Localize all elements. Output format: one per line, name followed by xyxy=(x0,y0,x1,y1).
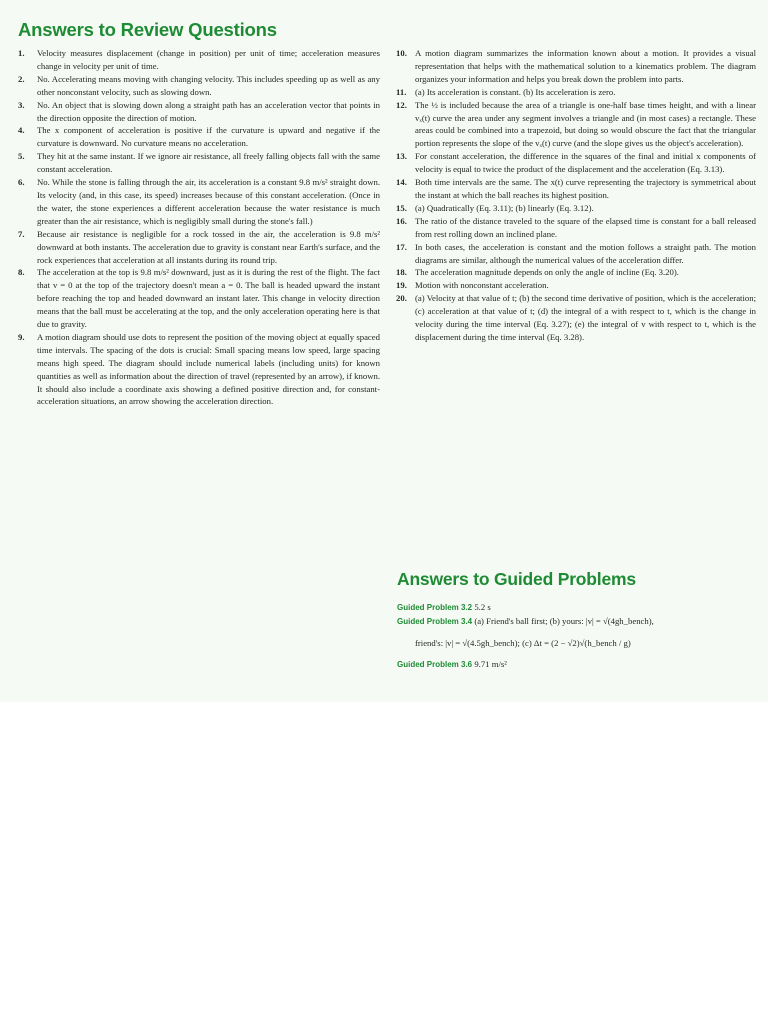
answer-number: 10. xyxy=(396,48,407,58)
answer-text: Velocity measures displacement (change in position) per unit of time; acceleration measures change in velocity per unit of time. xyxy=(37,48,380,71)
answer-number: 19. xyxy=(396,280,407,291)
review-answer-item xyxy=(396,279,756,292)
answer-number: 6. xyxy=(18,177,25,188)
guided-answer-item xyxy=(397,601,757,615)
answer-text: The ratio of the distance traveled to the square of the elapsed time is constant for a ball released from rest rolling down an inclined plane. xyxy=(415,215,756,239)
answer-number: 13. xyxy=(396,151,407,162)
guided-problem-label: Guided Problem 3.4 xyxy=(397,616,473,626)
review-answer-item xyxy=(396,266,756,279)
answer-text: (a) Velocity at that value of t; (b) the second time derivative of position, which is the acceleration; (c) acceleration at that value of t; (d) the integral of a with respect to t, which is the change in velocity during the time interval (Eq. 3.27); (e) the integral of v with respect to t, which is the displacement during the time interval (Eq. 3.28). xyxy=(415,293,756,342)
guided-answer-item xyxy=(397,615,757,629)
answer-text: No. Accelerating means moving with changing velocity. This includes speeding up as well as any other nonconstant velocity, such as slowing down. xyxy=(37,73,380,97)
answer-number: 14. xyxy=(396,177,407,188)
review-answers-right-column xyxy=(396,47,756,344)
review-answer-item xyxy=(18,266,380,331)
answer-text: The ½ is included because the area of a triangle is one-half base times height, and with a linear vₓ(t) curve the area under any segment involves a triangle and (in most cases) a rectangle. These areas could be combined into a trapezoid, but doing so would obscure the fact that the triangular portion represents the slope of the vₓ(t) curve (and the slope gives us the object's acceleration). xyxy=(415,99,756,149)
answer-number: 4. xyxy=(18,125,25,136)
review-answer-item xyxy=(18,73,380,99)
guided-answer-text: 9.71 m/s² xyxy=(474,659,507,669)
guided-problem-label: Guided Problem 3.2 xyxy=(397,603,473,612)
answer-text: For constant acceleration, the difference in the squares of the final and initial x components of velocity is equal to twice the product of the displacement and the acceleration (Eq. 3.13). xyxy=(415,151,756,175)
guided-problem-label: Guided Problem 3.6 xyxy=(397,660,473,669)
answer-number: 8. xyxy=(18,267,25,278)
answer-number: 17. xyxy=(396,241,407,252)
answer-number: 9. xyxy=(18,331,25,342)
answer-text: The acceleration at the top is 9.8 m/s² downward, just as it is during the rest of the flight. The fact that v = 0 at the top of the trajectory doesn't mean a = 0. The ball is headed upward the instant before reaching the top and headed downward an instant later. This change in velocity direction means that the ball must be accelerating at the top, and the only acceleration operating here is that due to gravity. xyxy=(37,267,380,330)
review-answer-item xyxy=(18,176,380,228)
answer-text: Motion with nonconstant acceleration. xyxy=(415,280,549,291)
review-answer-item xyxy=(18,99,380,125)
review-answer-item xyxy=(396,99,756,151)
answer-number: 12. xyxy=(396,99,407,110)
answer-number: 3. xyxy=(18,99,25,110)
review-answers-left-column xyxy=(18,47,380,408)
answer-text: Both time intervals are the same. The x(t) curve representing the trajectory is symmetrical about the instant at which the ball reaches its highest position. xyxy=(415,177,756,200)
answer-number: 5. xyxy=(18,151,25,162)
answer-number: 15. xyxy=(396,202,407,213)
answer-text: A motion diagram summarizes the information known about a motion. It provides a visual representation that helps with the mathematical solution to a kinematics problem. The diagram organizes your information and helps you break down the problem into parts. xyxy=(415,48,756,84)
guided-answer-text: 5.2 s xyxy=(474,602,491,612)
answer-number: 20. xyxy=(396,293,407,304)
review-answer-item xyxy=(18,150,380,176)
review-answer-item xyxy=(396,47,756,86)
answer-number: 7. xyxy=(18,228,25,239)
review-answer-item xyxy=(18,228,380,267)
answer-number: 2. xyxy=(18,73,25,84)
review-answer-item xyxy=(18,331,380,408)
guided-answers-heading: Answers to Guided Problems xyxy=(397,569,636,589)
guided-answer-item xyxy=(397,658,757,672)
answer-text: (a) Its acceleration is constant. (b) Its acceleration is zero. xyxy=(415,86,616,97)
answer-text: Because air resistance is negligible for a rock tossed in the air, the acceleration is 9.8 m/s² downward at both instants. The acceleration due to gravity is constant near Earth's surface, and the rock experiences that acceleration at all instants during its round trip. xyxy=(37,228,380,265)
answer-text: The x component of acceleration is positive if the curvature is upward and negative if the curvature is downward. No curvature means no acceleration. xyxy=(37,125,380,149)
guided-answer-text: (a) Friend's ball first; (b) yours: |v| = √(4gh_bench), xyxy=(474,615,654,626)
guided-answers-list xyxy=(397,601,757,672)
review-answer-item xyxy=(18,47,380,73)
review-answer-item xyxy=(396,241,756,267)
answer-number: 11. xyxy=(396,86,407,97)
review-answer-item xyxy=(396,202,756,215)
answer-text: (a) Quadratically (Eq. 3.11); (b) linearly (Eq. 3.12). xyxy=(415,202,594,213)
answer-number: 18. xyxy=(396,267,407,278)
guided-answer-continuation: friend's: |v| = √(4.5gh_bench); (c) Δt = (2 − √2)√(h_bench / g) xyxy=(415,638,631,648)
review-answers-heading: Answers to Review Questions xyxy=(18,19,277,40)
answer-text: They hit at the same instant. If we ignore air resistance, all freely falling objects fall with the same constant acceleration. xyxy=(37,151,380,175)
answer-text: No. An object that is slowing down along a straight path has an acceleration vector that points in the direction opposite the direction of motion. xyxy=(37,99,380,123)
review-answer-item xyxy=(396,292,756,344)
review-answer-item xyxy=(396,215,756,241)
answer-number: 1. xyxy=(18,48,25,58)
review-answer-item xyxy=(396,86,756,99)
answer-text: The acceleration magnitude depends on only the angle of incline (Eq. 3.20). xyxy=(415,267,679,278)
answer-text: A motion diagram should use dots to represent the position of the moving object at equally spaced time intervals. The spacing of the dots is crucial: Small spacing means low speed, large spacing means high speed. The diagram should include numerical labels (including units) for known quantities as well as information about the direction of travel (represented by an arrow), if known. It should also include a coordinate axis showing a defined positive direction and, for constant-acceleration situations, an arrow showing the acceleration direction. xyxy=(37,331,380,407)
answer-text: In both cases, the acceleration is constant and the motion follows a straight path. The motion diagrams are similar, although the numerical values of the acceleration differ. xyxy=(415,241,756,265)
review-answer-item xyxy=(396,176,756,202)
review-answer-item xyxy=(396,150,756,176)
answer-number: 16. xyxy=(396,215,407,226)
answer-text: No. While the stone is falling through the air, its acceleration is a constant 9.8 m/s² straight down. Its velocity (and, in this case, its speed) increases because of this constant acceleration. (Once in the water, the stone experiences a different acceleration because the water resistance is much greater than the air resistance, which is negligibly small during the stone's fall.) xyxy=(37,177,380,226)
review-answer-item xyxy=(18,124,380,150)
